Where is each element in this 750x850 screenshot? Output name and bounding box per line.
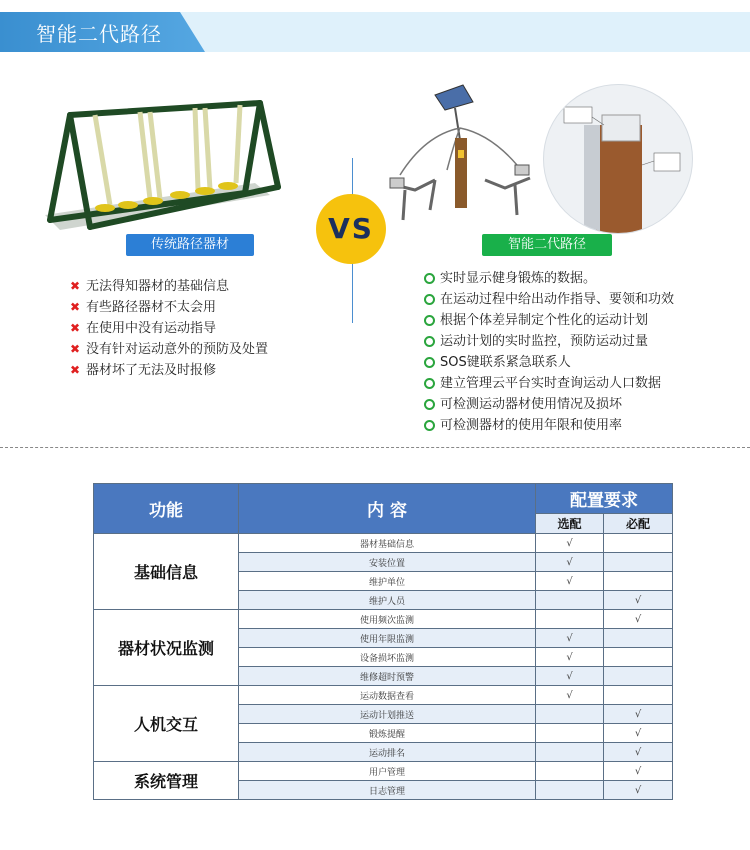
traditional-equipment-image [40,95,290,245]
list-item: 可检测器材的使用年限和使用率 [424,415,674,436]
table-cell-required: √ [604,762,673,781]
table-cell-optional: √ [536,667,604,686]
table-cell-required [604,686,673,705]
smart-equipment-image [385,80,545,240]
list-item: ✖ 无法得知器材的基础信息 [70,276,268,297]
table-cell-required: √ [604,610,673,629]
list-item: ✖ 器材坏了无法及时报修 [70,360,268,381]
config-table [93,483,673,800]
table-cell-required [604,667,673,686]
table-cell-item: 设备损坏监测 [239,648,536,667]
smart-equipment-detail-image [543,84,693,234]
cross-icon: ✖ [70,279,81,293]
table-cell-item: 锻炼提醒 [239,724,536,743]
circle-icon [424,315,435,326]
table-cell-required [604,648,673,667]
header-function: 功能 [94,484,239,534]
table-cell-item: 维护单位 [239,572,536,591]
list-item: ✖ 在使用中没有运动指导 [70,318,268,339]
circle-icon [424,336,435,347]
group-system-management: 系统管理 [94,762,239,800]
table-cell-required: √ [604,743,673,762]
list-item: ✖ 没有针对运动意外的预防及处置 [70,339,268,360]
circle-icon [424,357,435,368]
table-cell-required: √ [604,591,673,610]
table-cell-item: 维修超时预警 [239,667,536,686]
table-cell-required [604,534,673,553]
cross-icon: ✖ [70,363,81,377]
table-cell-item: 维护人员 [239,591,536,610]
page-title: 智能二代路径 [36,22,162,46]
traditional-equipment-tag: 传统路径器材 [126,234,254,256]
group-equipment-monitoring: 器材状况监测 [94,610,239,686]
header-optional: 选配 [536,514,604,534]
table-cell-item: 用户管理 [239,762,536,781]
list-item: 运动计划的实时监控，预防运动过量 [424,331,674,352]
smart-features-list [424,268,674,436]
table-cell-required [604,572,673,591]
cross-icon: ✖ [70,342,81,356]
table-cell-optional [536,743,604,762]
table-cell-item: 器材基础信息 [239,534,536,553]
table-cell-optional [536,724,604,743]
table-cell-required: √ [604,781,673,800]
table-cell-optional [536,705,604,724]
circle-icon [424,378,435,389]
table-cell-item: 运动排名 [239,743,536,762]
header-required: 必配 [604,514,673,534]
circle-icon [424,399,435,410]
table-cell-optional: √ [536,553,604,572]
header-content: 内 容 [239,484,536,534]
list-item: 在运动过程中给出动作指导、要领和功效 [424,289,674,310]
table-cell-item: 运动计划推送 [239,705,536,724]
table-cell-optional: √ [536,648,604,667]
circle-icon [424,273,435,284]
list-item: ✖ 有些路径器材不太会用 [70,297,268,318]
traditional-drawbacks-list [70,276,268,381]
table-cell-required: √ [604,724,673,743]
list-item: 根据个体差异制定个性化的运动计划 [424,310,674,331]
table-cell-required [604,629,673,648]
table-cell-item: 运动数据查看 [239,686,536,705]
section-divider [0,447,750,448]
group-basic-info: 基础信息 [94,534,239,610]
vs-badge: VS [316,194,386,264]
table-cell-optional [536,591,604,610]
table-cell-optional [536,781,604,800]
cross-icon: ✖ [70,300,81,314]
table-cell-required: √ [604,705,673,724]
banner-background [150,12,750,52]
header-config: 配置要求 [536,484,673,514]
list-item: SOS键联系紧急联系人 [424,352,674,373]
list-item: 建立管理云平台实时查询运动人口数据 [424,373,674,394]
table-cell-required [604,553,673,572]
table-cell-item: 日志管理 [239,781,536,800]
table-cell-item: 使用频次监测 [239,610,536,629]
smart-equipment-tag: 智能二代路径 [482,234,612,256]
list-item: 可检测运动器材使用情况及损坏 [424,394,674,415]
table-cell-optional: √ [536,534,604,553]
group-interaction: 人机交互 [94,686,239,762]
table-cell-item: 使用年限监测 [239,629,536,648]
table-cell-optional: √ [536,572,604,591]
table-cell-optional: √ [536,629,604,648]
table-cell-optional [536,762,604,781]
table-cell-item: 安装位置 [239,553,536,572]
circle-icon [424,420,435,431]
header-banner [0,12,750,52]
table-cell-optional: √ [536,686,604,705]
cross-icon: ✖ [70,321,81,335]
table-cell-optional [536,610,604,629]
list-item: 实时显示健身锻炼的数据。 [424,268,674,289]
circle-icon [424,294,435,305]
